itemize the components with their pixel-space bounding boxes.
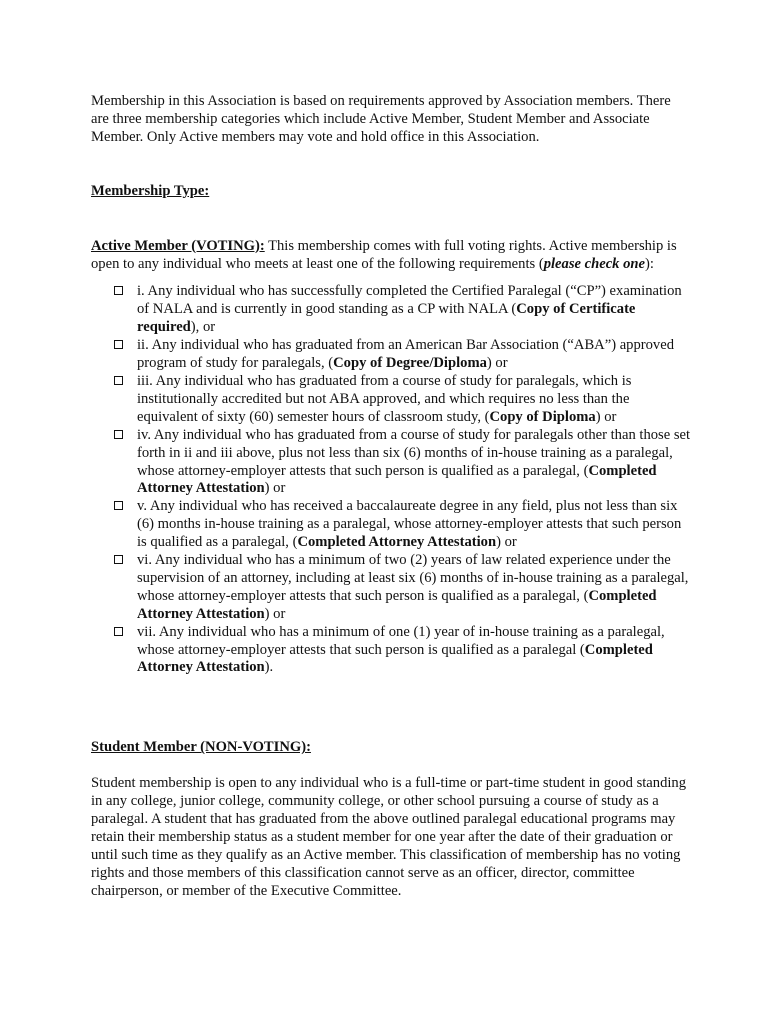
active-member-intro (91, 238, 691, 274)
active-member-heading: Active Member (VOTING): (91, 237, 265, 254)
requirement-item: vi. Any individual who has a minimum of two (2) years of law related experience under the supervision of an attorney, including at least six (6) months of in-house training as a paralegal, whose attorney-employer attests that such person is qualified as a paralegal, (Completed Attorney Attestation) or (91, 552, 691, 624)
requirement-checkbox-iv[interactable] (114, 430, 123, 439)
requirement-item: i. Any individual who has successfully completed the Certified Paralegal (“CP”) examination of NALA and is currently in good standing as a CP with NALA (Copy of Certificate required), or (91, 283, 691, 337)
student-member-heading: Student Member (NON-VOTING): (91, 739, 311, 756)
requirement-item: v. Any individual who has received a baccalaureate degree in any field, plus not less than six (6) months in-house training as a paralegal, whose attorney-employer attests that such person is qualified as a paralegal, (Completed Attorney Attestation) or (91, 498, 691, 552)
document-page (91, 93, 691, 901)
intro-paragraph: Membership in this Association is based on requirements approved by Association members. There are three membership categories which include Active Member, Student Member and Associate Member. Only Active members may vote and hold office in this Association. (91, 93, 671, 145)
requirement-checkbox-vii[interactable] (114, 627, 123, 636)
requirement-checkbox-iii[interactable] (114, 376, 123, 385)
check-note: please check one (543, 255, 646, 272)
requirement-item: vii. Any individual who has a minimum of one (1) year of in-house training as a paralegal, whose attorney-employer attests that such person is qualified as a paralegal (Completed Attorney Attestation). (91, 624, 691, 678)
active-member-lead-end: ): (645, 255, 654, 272)
requirements-list (91, 283, 691, 677)
student-member-paragraph: Student membership is open to any individual who is a full-time or part-time student in good standing in any college, junior college, community college, or other school pursuing a course of study as a paralegal. A student that has graduated from the above outlined paralegal educational programs may retain their membership status as a student member for one year after the date of their graduation or until such time as they qualify as an Active member. This classification of membership has no voting rights and those members of this classification cannot serve as an officer, director, committee chairperson, or member of the Executive Committee. (91, 775, 687, 899)
requirement-item: iv. Any individual who has graduated from a course of study for paralegals other than those set forth in ii and iii above, plus not less than six (6) months of in-house training as a paralegal, whose attorney-employer attests that such person is qualified as a paralegal, (Completed Attorney Attestation) or (91, 427, 691, 499)
membership-type-heading: Membership Type: (91, 182, 210, 199)
requirement-checkbox-vi[interactable] (114, 555, 123, 564)
requirement-checkbox-i[interactable] (114, 286, 123, 295)
requirement-item: ii. Any individual who has graduated from an American Bar Association (“ABA”) approved program of study for paralegals, (Copy of Degree/Diploma) or (91, 337, 691, 373)
requirement-checkbox-v[interactable] (114, 501, 123, 510)
requirement-item: iii. Any individual who has graduated from a course of study for paralegals, which is institutionally accredited but not ABA approved, and which requires no less than the equivalent of sixty (60) semester hours of classroom study, (Copy of Diploma) or (91, 373, 691, 427)
requirement-checkbox-ii[interactable] (114, 340, 123, 349)
active-member-lead: This membership comes with full voting rights. Active membership is open to any individual who meets at least one of the following requirements ( (91, 237, 677, 272)
